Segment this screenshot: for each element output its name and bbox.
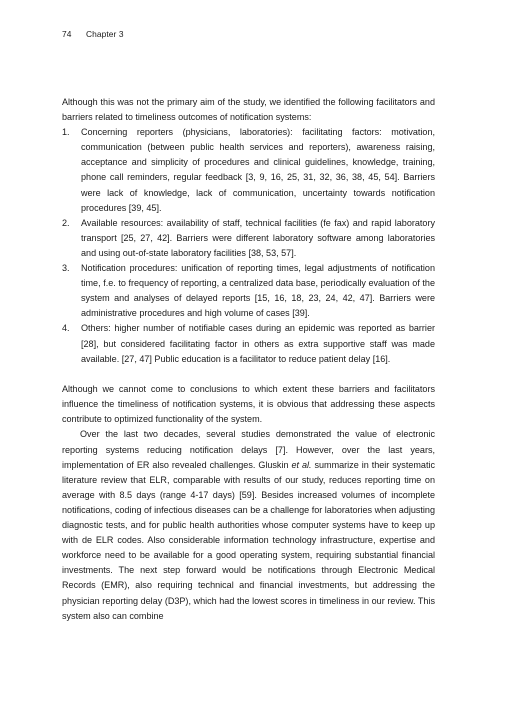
running-header xyxy=(62,29,124,39)
list-item-text: Concerning reporters (physicians, laboratories): facilitating factors: motivation, communication (between public health services and reporters), awareness raising, acceptance and simplicity of procedures and clinical guidelines, knowledge, training, phone call reminders, regular feedback [3, 9, 16, 25, 31, 32, 36, 38, 45, 54]. Barriers were lack of knowledge, lack of communication, uncertainty towards notification procedures [39, 45]. xyxy=(81,127,435,213)
paragraph-text: Over the last two decades, several studies demonstrated the value of electronic reporting systems reducing notification delays [7]. However, over the last years, implementation of ER also revealed challenges. Gluskin xyxy=(62,429,435,470)
page-number: 74 xyxy=(62,29,72,39)
list-item-text: Notification procedures: unification of reporting times, legal adjustments of notification time, f.e. to frequency of reporting, a centralized data base, periodically evaluation of the system and analyses of delayed reports [15, 16, 18, 23, 24, 42, 47]. Barriers were administrative procedures and high volume of cases [39]. xyxy=(81,263,435,319)
numbered-list xyxy=(62,125,435,367)
list-item xyxy=(62,125,435,216)
paragraph-text: summarize in their systematic literature review that ELR, comparable with results of our study, reduces reporting time on average with 8.5 days (range 4-17 days) [59]. Besides increased volumes of incomplete notifications, coding of infectious diseases can be a challenge for laboratories when adjusting diagnostic tests, and for public health authorities whose computer systems have to keep up with de ELR codes. Also considerable information technology infrastructure, expertise and workforce need to be available for a good operating system, requiring substantial financial investments. The next step forward would be notifications through Electronic Medical Records (EMR), also requiring technical and financial investments, but addressing the physician reporting delay (D3P), which had the lowest scores in timeliness in our review. This system also can combine xyxy=(62,459,435,621)
list-item-marker: 1. xyxy=(62,127,70,138)
list-item-text: Others: higher number of notifiable cases during an epidemic was reported as barrier [28], but considered facilitating factor in others as extra supportive staff was made available. [27, 47] Public education is a facilitator to reduce patient delay [16]. xyxy=(81,323,435,364)
chapter-label: Chapter 3 xyxy=(85,29,124,39)
conclusion-paragraph: Although we cannot come to conclusions to which extent these barriers and facilitators influence the timeliness of notification systems, it is obvious that addressing these aspects contribute to optimized functionality of the system. xyxy=(62,384,435,425)
list-item xyxy=(62,216,435,261)
intro-paragraph: Although this was not the primary aim of the study, we identified the following facilitators and barriers related to timeliness outcomes of notification systems: xyxy=(62,97,435,123)
list-item-marker: 2. xyxy=(62,217,70,228)
italic-text: et al. xyxy=(291,459,312,470)
electronic-reporting-paragraph xyxy=(62,427,435,623)
list-item-marker: 3. xyxy=(62,263,70,274)
list-item xyxy=(62,261,435,321)
paragraph-spacer xyxy=(62,367,435,383)
list-item-text: Available resources: availability of staff, technical facilities (fe fax) and rapid laboratory transport [25, 27, 42]. Barriers were different laboratory software among laboratories and using out-of-state laboratory facilities [38, 53, 57]. xyxy=(81,217,435,258)
list-item-marker: 4. xyxy=(62,323,70,334)
body-text xyxy=(62,95,435,624)
list-item xyxy=(62,321,435,366)
